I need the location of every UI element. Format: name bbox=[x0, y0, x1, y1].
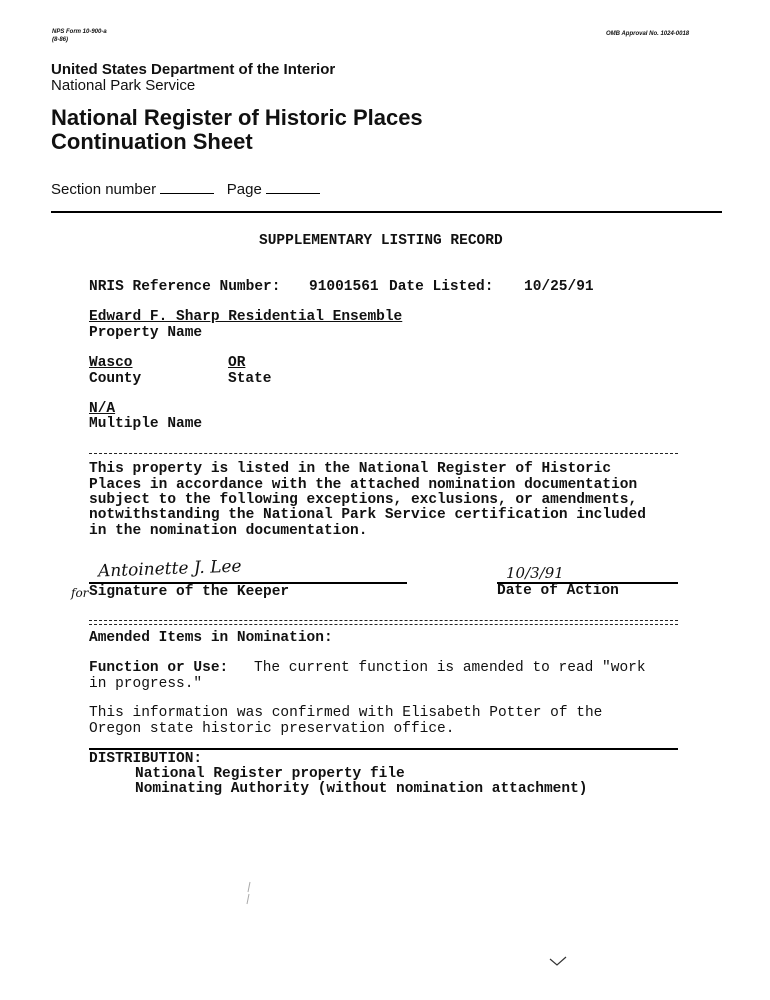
confirmation-text-continued: Oregon state historic preservation office. bbox=[89, 721, 455, 737]
date-listed-value: 10/25/91 bbox=[524, 279, 594, 295]
distribution-rule bbox=[89, 748, 678, 750]
multiple-name-value: N/A bbox=[89, 401, 116, 417]
section-number-label: Section number bbox=[51, 181, 157, 198]
section-number-field bbox=[51, 181, 320, 198]
nris-value: 91001561 bbox=[309, 279, 379, 295]
signature-label: Signature of the Keeper bbox=[89, 584, 290, 600]
statement-line: in the nomination documentation. bbox=[89, 523, 368, 539]
distribution-item: National Register property file bbox=[135, 766, 405, 782]
property-name-value: Edward F. Sharp Residential Ensemble bbox=[89, 309, 403, 325]
checkmark-icon bbox=[548, 955, 568, 969]
date-listed-label: Date Listed: bbox=[389, 279, 494, 295]
action-date-handwritten: 10/3/91 bbox=[506, 564, 564, 582]
state-label: State bbox=[228, 371, 272, 387]
multiple-name-label: Multiple Name bbox=[89, 416, 203, 432]
amended-heading: Amended Items in Nomination: bbox=[89, 630, 333, 646]
distribution-item: Nominating Authority (without nomination attachment) bbox=[135, 781, 588, 797]
section-number-blank bbox=[160, 181, 214, 194]
service-name: National Park Service bbox=[51, 77, 196, 94]
page-subtitle: Continuation Sheet bbox=[51, 129, 253, 154]
page-label: Page bbox=[226, 181, 262, 198]
page-title: National Register of Historic Places bbox=[51, 105, 423, 130]
date-action-label: Date of Action bbox=[497, 583, 619, 599]
county-label: County bbox=[89, 371, 142, 387]
double-dashed-divider bbox=[89, 620, 678, 625]
county-value: Wasco bbox=[89, 355, 133, 371]
keeper-signature: Antoinette J. Lee bbox=[97, 556, 242, 582]
statement-line: notwithstanding the National Park Service certification included bbox=[89, 507, 646, 523]
state-value: OR bbox=[228, 355, 246, 371]
distribution-heading: DISTRIBUTION: bbox=[89, 751, 203, 767]
form-date: (8-86) bbox=[52, 37, 69, 43]
page-number-blank bbox=[266, 181, 320, 194]
omb-approval: OMB Approval No. 1024-0018 bbox=[606, 31, 690, 37]
dashed-divider bbox=[89, 453, 678, 454]
nris-label: NRIS Reference Number: bbox=[89, 279, 281, 295]
scan-mark bbox=[240, 880, 260, 910]
property-name-label: Property Name bbox=[89, 325, 203, 341]
form-number: NPS Form 10-900-a bbox=[52, 29, 107, 35]
header-rule bbox=[51, 211, 722, 213]
statement-line: This property is listed in the National Register of Historic bbox=[89, 461, 612, 477]
function-text-continued: in progress." bbox=[89, 676, 203, 692]
function-text: The current function is amended to read "work bbox=[254, 660, 646, 676]
confirmation-text: This information was confirmed with Elisabeth Potter of the bbox=[89, 705, 603, 721]
department-name: United States Department of the Interior bbox=[51, 61, 336, 78]
function-label: Function or Use: bbox=[89, 660, 229, 676]
record-heading: SUPPLEMENTARY LISTING RECORD bbox=[259, 233, 503, 249]
statement-line: Places in accordance with the attached nomination documentation bbox=[89, 477, 638, 493]
statement-line: subject to the following exceptions, exclusions, or amendments, bbox=[89, 492, 638, 508]
for-prefix: for bbox=[71, 586, 89, 600]
